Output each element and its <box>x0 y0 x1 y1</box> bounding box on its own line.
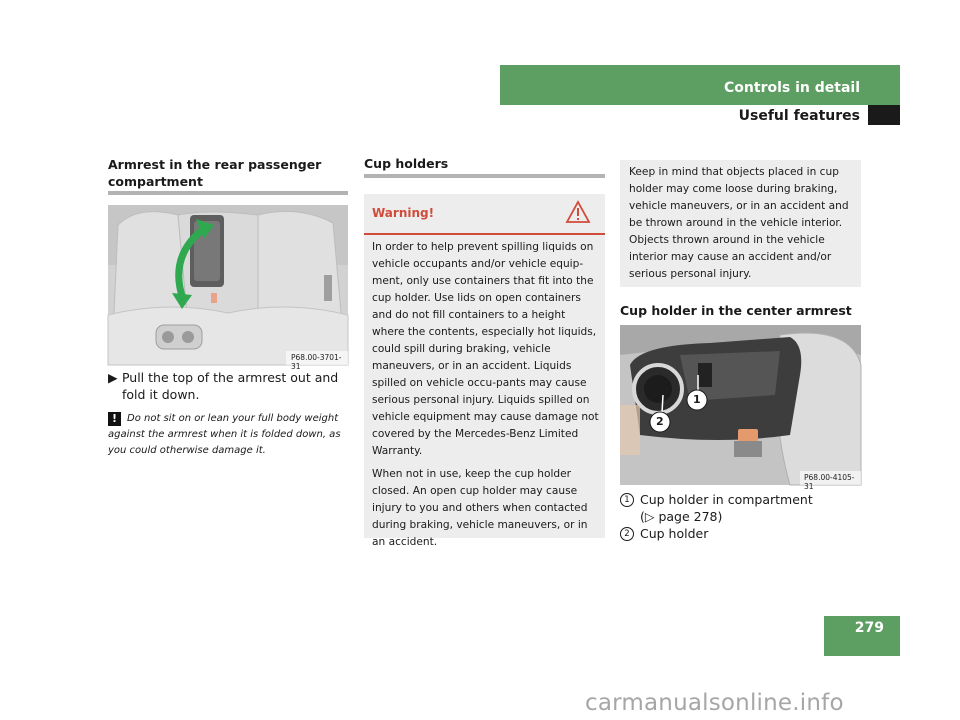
legend-item-1 <box>620 491 870 508</box>
exclamation-icon: ! <box>108 412 121 426</box>
info-text: Keep in mind that objects placed in cup holder may come loose during braking, vehicle maneuvers, or in an accident and be thrown around in the vehicle interior. Objects thrown around in the vehicle interior may cause an accident and/or serious personal injury. <box>629 166 849 280</box>
rear-armrest-image <box>108 205 348 371</box>
armrest-note-text: Do not sit on or lean your full body weight against the armrest when it is folded down, as you could otherwise damage it. <box>108 413 341 456</box>
warning-triangle-icon <box>565 200 591 228</box>
section-title: Controls in detail <box>724 80 860 96</box>
callout-1: 1 <box>693 393 701 406</box>
cup-holders-heading-rule <box>364 174 605 178</box>
warning-paragraph-1: In order to help prevent spilling liquids on vehicle occupants and/or vehicle equip-ment, only use containers that fit into the cup holder. Use lids on open containers and do not fill containers to a height where the contents, especially hot liquids, could spill during braking, vehicle maneuvers, or in an accident. Liquids spilled on vehicle occu-pants may cause serious personal injury. Liquids spilled on vehicle equipment may cause damage not covered by the Mercedes-Benz Limited Warranty. <box>372 241 599 457</box>
warning-paragraph-2: When not in use, keep the cup holder closed. An open cup holder may cause injury to you and others when contacted during braking, vehicle maneuvers, or in an accident. <box>372 468 588 548</box>
armrest-instruction-text: Pull the top of the armrest out and fold it down. <box>121 370 339 402</box>
callout-2: 2 <box>656 415 664 428</box>
warning-body <box>372 239 600 557</box>
page-number: 279 <box>854 620 884 636</box>
callout-legend <box>620 491 870 542</box>
legend-page-ref[interactable]: (▷ page 278) <box>640 509 723 524</box>
armrest-instruction <box>108 369 353 403</box>
section-subtitle: Useful features <box>738 108 860 124</box>
center-armrest-image <box>620 325 861 491</box>
watermark: carmanualsonline.info <box>585 690 844 716</box>
legend-text-2: Cup holder <box>640 526 709 541</box>
legend-text-1: Cup holder in compartment <box>640 492 813 507</box>
center-armrest-heading: Cup holder in the center armrest <box>620 303 852 318</box>
legend-number-2: 2 <box>620 527 634 541</box>
legend-item-2 <box>620 525 870 542</box>
header-marker <box>868 105 900 125</box>
armrest-note <box>108 411 356 459</box>
armrest-image-code: P68.00-3701-31 <box>291 353 342 371</box>
center-armrest-illustration <box>620 325 861 485</box>
warning-label: Warning! <box>372 206 435 220</box>
bullet-arrow-icon: ▶ <box>108 370 118 385</box>
warning-divider <box>364 233 605 235</box>
armrest-heading-rule <box>108 191 348 195</box>
cup-holders-heading: Cup holders <box>364 156 449 171</box>
rear-seat-illustration <box>108 205 348 365</box>
armrest-heading: Armrest in the rear passenger compartment <box>108 157 322 189</box>
center-armrest-image-code: P68.00-4105-31 <box>804 473 855 491</box>
legend-number-1: 1 <box>620 493 634 507</box>
